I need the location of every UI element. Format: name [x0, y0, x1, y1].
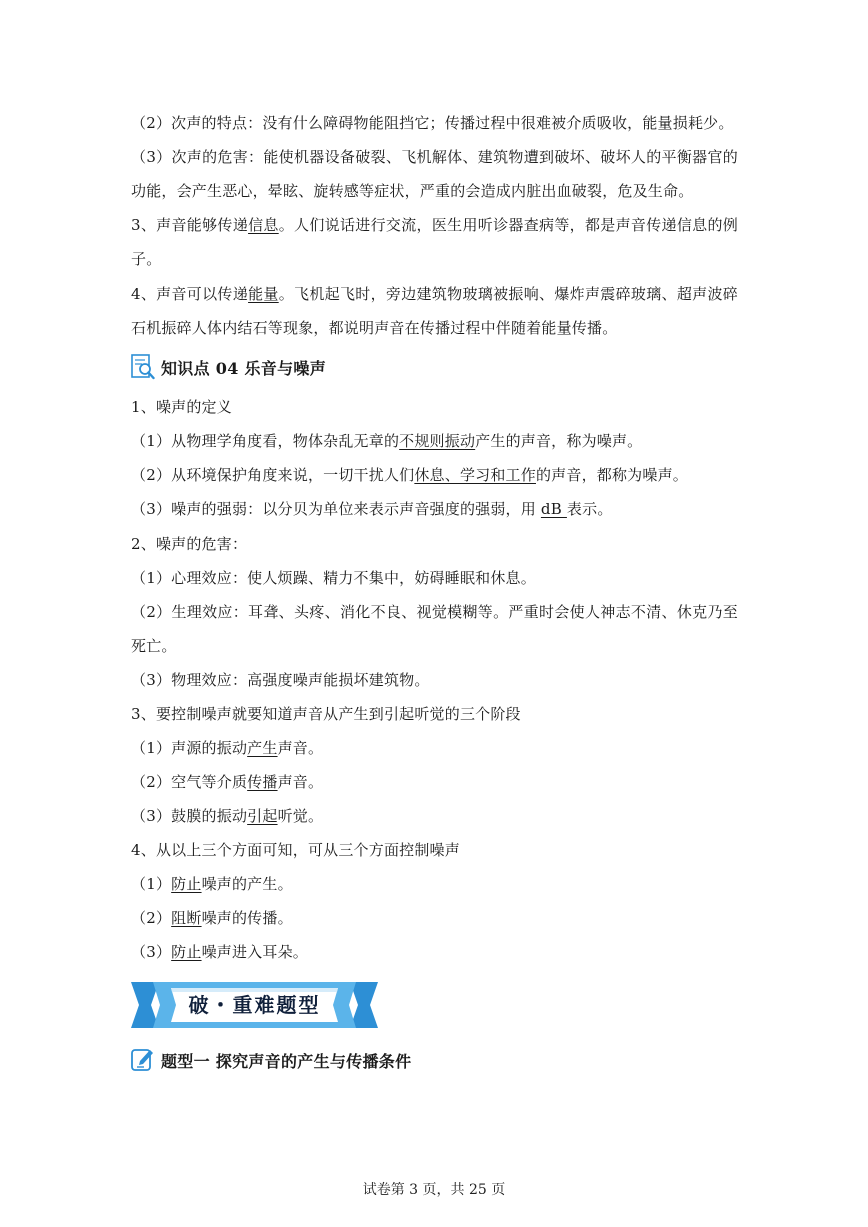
paragraph-line — [131, 738, 738, 758]
paragraph-line — [131, 772, 738, 792]
text-segment: （1） — [131, 875, 172, 893]
text-segment: （3）噪声的强弱：以分贝为单位来表示声音强度的强弱，用 — [131, 500, 541, 518]
text-segment: （1）从物理学角度看，物体杂乱无章的 — [131, 432, 400, 450]
underlined-answer: 产生 — [247, 739, 278, 757]
paragraph-line — [131, 499, 738, 519]
paragraph-line — [131, 284, 738, 304]
text-segment: 4、声音可以传递 — [131, 285, 249, 303]
page-number: 试卷第 3 页，共 25 页 — [362, 1182, 506, 1198]
paragraph-line: （2）生理效应：耳聋、头疼、消化不良、视觉模糊等。严重时会使人神志不清、休克乃至 — [131, 603, 738, 621]
text-segment: 听觉。 — [277, 807, 324, 825]
text-segment: 声音。 — [277, 773, 324, 791]
text-segment: 的声音，都称为噪声。 — [535, 466, 688, 484]
underlined-answer: 休息、学习和工作 — [414, 466, 536, 484]
section-title: 题型一 探究声音的产生与传播条件 — [161, 1051, 412, 1071]
paragraph-line: 1、噪声的定义 — [131, 398, 232, 416]
question-type-heading — [131, 1046, 411, 1074]
underlined-answer: 信息 — [248, 216, 279, 234]
text-segment: （2） — [131, 909, 172, 927]
paragraph-line — [131, 431, 738, 451]
paragraph-line — [131, 942, 738, 962]
paragraph-line — [131, 874, 738, 894]
paragraph-line — [131, 215, 738, 235]
text-segment: （2）从环境保护角度来说，一切干扰人们 — [131, 466, 415, 484]
text-segment: （3）鼓膜的振动 — [131, 807, 248, 825]
magnifier-document-icon — [131, 354, 155, 380]
text-segment: （3） — [131, 943, 172, 961]
knowledge-point-heading — [131, 353, 326, 381]
underlined-answer: 引起 — [247, 807, 278, 825]
text-segment: 噪声的产生。 — [201, 875, 293, 893]
paragraph-line — [131, 465, 738, 485]
text-segment: 。人们说话进行交流，医生用听诊器查病等，都是声音传递信息的例 — [278, 216, 738, 234]
section-banner — [131, 982, 378, 1028]
paragraph-line: （3）次声的危害：能使机器设备破裂、飞机解体、建筑物遭到破坏、破坏人的平衡器官的 — [131, 148, 738, 166]
underlined-answer: dB — [540, 500, 567, 518]
paragraph-line: 子。 — [131, 250, 162, 268]
text-segment: 噪声进入耳朵。 — [201, 943, 308, 961]
underlined-answer: 能量 — [248, 285, 279, 303]
paragraph-line: （1）心理效应：使人烦躁、精力不集中，妨碍睡眠和休息。 — [131, 569, 536, 587]
text-segment: 噪声的传播。 — [201, 909, 293, 927]
paragraph-line — [131, 908, 738, 928]
paragraph-line: 3、要控制噪声就要知道声音从产生到引起听觉的三个阶段 — [131, 705, 521, 723]
underlined-answer: 防止 — [171, 875, 202, 893]
text-segment: （1）声源的振动 — [131, 739, 248, 757]
section-title: 知识点 04 乐音与噪声 — [161, 358, 327, 378]
underlined-answer: 传播 — [247, 773, 278, 791]
pen-edit-icon — [131, 1047, 155, 1073]
banner-label: 破・重难题型 — [188, 993, 321, 1017]
paragraph-line: （3）物理效应：高强度噪声能损坏建筑物。 — [131, 671, 430, 689]
paragraph-line — [131, 806, 738, 826]
underlined-answer: 防止 — [171, 943, 202, 961]
paragraph-line: （2）次声的特点：没有什么障碍物能阻挡它；传播过程中很难被介质吸收，能量损耗少。 — [131, 114, 734, 132]
paragraph-line: 4、从以上三个方面可知，可从三个方面控制噪声 — [131, 841, 460, 859]
text-segment: 产生的声音，称为噪声。 — [475, 432, 643, 450]
text-segment: 表示。 — [566, 500, 613, 518]
text-segment: 。飞机起飞时，旁边建筑物玻璃被振响、爆炸声震碎玻璃、超声波碎 — [278, 285, 738, 303]
underlined-answer: 阻断 — [171, 909, 202, 927]
paragraph-line: 2、噪声的危害： — [131, 535, 248, 553]
paragraph-line: 功能，会产生恶心，晕眩、旋转感等症状，严重的会造成内脏出血破裂，危及生命。 — [131, 182, 694, 200]
text-segment: 声音。 — [277, 739, 324, 757]
paragraph-line: 死亡。 — [131, 637, 177, 655]
underlined-answer: 不规则振动 — [399, 432, 476, 450]
text-segment: 3、声音能够传递 — [131, 216, 249, 234]
paragraph-line: 石机振碎人体内结石等现象，都说明声音在传播过程中伴随着能量传播。 — [131, 319, 618, 337]
text-segment: （2）空气等介质 — [131, 773, 248, 791]
